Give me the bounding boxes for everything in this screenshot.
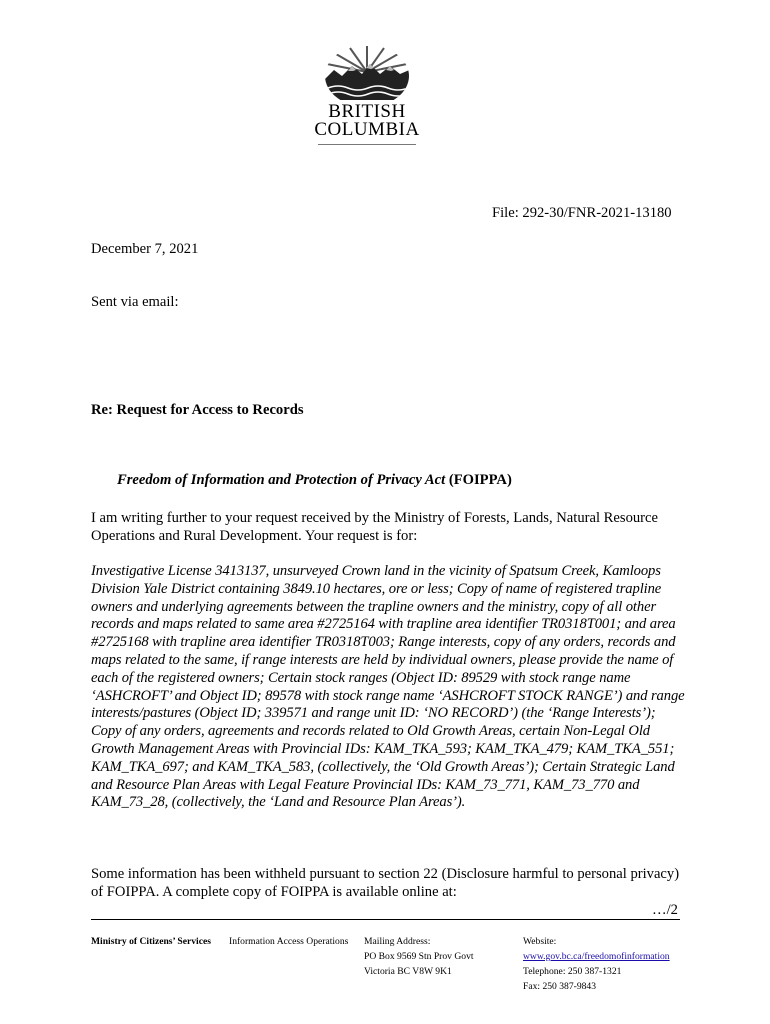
footer-mailing-address	[364, 934, 474, 979]
logo-underline	[318, 144, 416, 145]
intro-text: I am writing further to your request received by the Ministry of Forests, Lands, Natural Resource Operations and Rural Development. Your request is for:	[91, 510, 658, 544]
act-name: Freedom of Information and Protection of Privacy Act	[117, 472, 446, 488]
footer-ministry: Ministry of Citizens’ Services	[91, 936, 211, 947]
website-link[interactable]: www.gov.bc.ca/freedomofinformation	[523, 951, 670, 962]
footer-branch: Information Access Operations	[229, 936, 349, 947]
file-reference: File: 292-30/FNR-2021-13180	[492, 205, 672, 221]
footer-divider	[91, 919, 680, 920]
mailing-city: Victoria BC V8W 9K1	[364, 966, 452, 977]
subject-line: Re: Request for Access to Records	[91, 402, 304, 418]
footer-contact	[523, 934, 670, 994]
logo-line-british: BRITISH	[328, 101, 406, 122]
mailing-label: Mailing Address:	[364, 936, 431, 947]
bc-government-logo	[300, 44, 434, 140]
act-title	[117, 472, 512, 490]
act-abbreviation: (FOIPPA)	[448, 472, 512, 488]
bc-logo-emblem-icon	[300, 44, 434, 100]
request-text: Investigative License 3413137, unsurveyed Crown land in the vicinity of Spatsum Creek, Kamloops Division Yale District containing 3849.10 hectares, ore or less; Copy of name of registered trapline owners and underlying agreements between the trapline owners and the ministry, copy of all other records and maps related to same area #2725164 with trapline area identifier TR0318T001; and area #2725168 with trapline area identifier TR0318T003; Range interests, copy of any orders, records and maps related to the same, if range interests are held by individual owners, please provide the name of each of the registered owners; Certain stock ranges (Object ID: 89529 with stock range name ‘ASHCROFT’ and Object ID; 89578 with stock range name ‘ASHCROFT STOCK RANGE’) and range interests/pastures (Object ID; 339571 and range unit ID: ‘NO RECORD’) (the ‘Range Interests’); Copy of any orders, agreements and records related to Old Growth Areas, certain Non-Legal Old Growth Management Areas with Provincial IDs: KAM_TKA_593; KAM_TKA_479; KAM_TKA_551; KAM_TKA_697; and KAM_TKA_583, (collectively, the ‘Old Growth Areas’); Certain Strategic Land and Resource Plan Areas with Legal Feature Provincial IDs: KAM_73_771, KAM_73_770 and KAM_73_28, (collectively, the ‘Land and Resource Plan Areas’).	[91, 563, 685, 811]
logo-line-columbia: COLUMBIA	[314, 119, 420, 140]
telephone-number: Telephone: 250 387-1321	[523, 966, 622, 977]
page-continuation-marker: …/2	[652, 902, 678, 918]
intro-paragraph	[91, 510, 686, 546]
website-label: Website:	[523, 936, 557, 947]
sent-via-line: Sent via email:	[91, 294, 179, 310]
letter-date: December 7, 2021	[91, 241, 199, 257]
request-paragraph	[91, 563, 686, 812]
withheld-paragraph	[91, 866, 686, 902]
withheld-text: Some information has been withheld pursuant to section 22 (Disclosure harmful to personal privacy) of FOIPPA. A complete copy of FOIPPA is available online at:	[91, 866, 680, 900]
mailing-po-box: PO Box 9569 Stn Prov Govt	[364, 951, 474, 962]
fax-number: Fax: 250 387-9843	[523, 981, 597, 992]
